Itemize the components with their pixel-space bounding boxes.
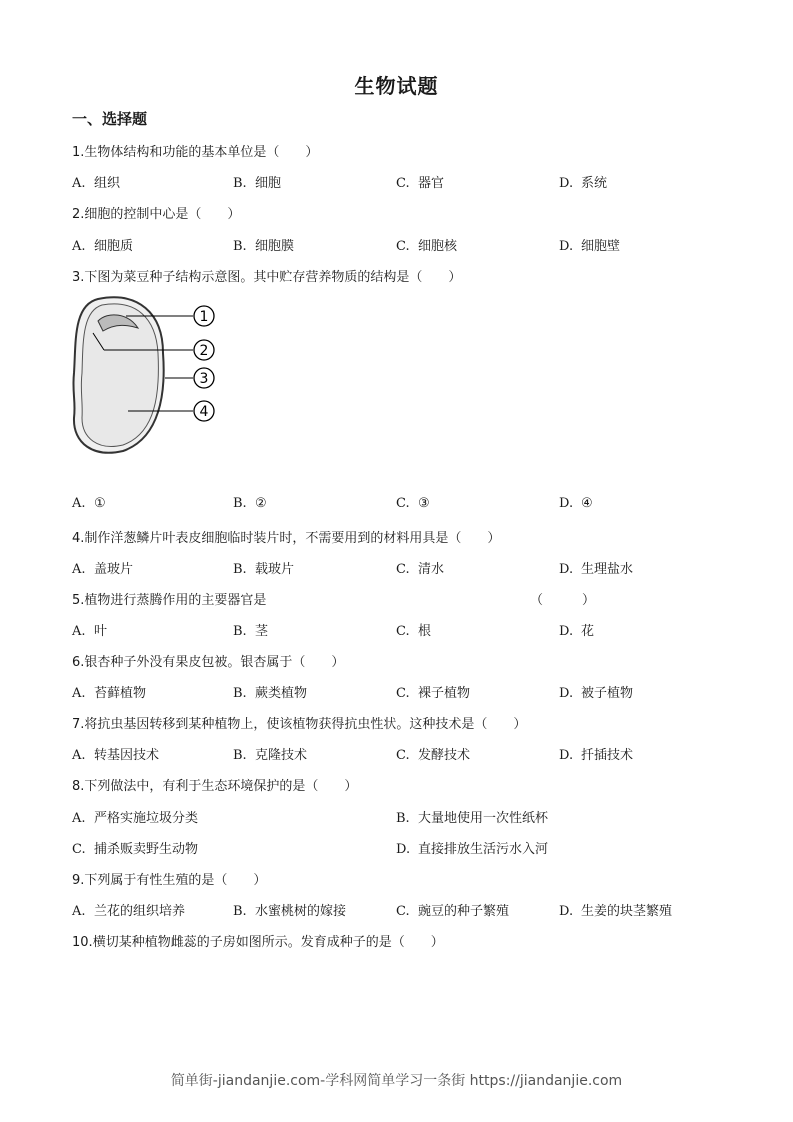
section-title: 一、选择题 [72, 110, 148, 128]
option-4a[interactable]: A. 盖玻片 [72, 562, 134, 577]
option-6a[interactable]: A. 苔藓植物 [72, 686, 147, 701]
option-1d[interactable]: D. 系统 [559, 176, 608, 191]
footer-watermark: 简单街-jiandanjie.com-学科网简单学习一条街 https://jiandanjie.com [170, 1073, 623, 1089]
option-8b[interactable]: B. 大量地使用一次性纸杯 [396, 811, 549, 826]
option-3b[interactable]: B. ② [233, 496, 267, 511]
option-6b[interactable]: B. 蕨类植物 [233, 686, 308, 701]
page-title: 生物试题 [354, 74, 439, 98]
option-7c[interactable]: C. 发酵技术 [396, 748, 471, 763]
question-text: 生物体结构和功能的基本单位是（ ） [84, 145, 319, 160]
question-text: 细胞的控制中心是（ ） [84, 207, 241, 222]
question-5: 5.植物进行蒸腾作用的主要器官是 [72, 593, 267, 608]
option-2b[interactable]: B. 细胞膜 [233, 239, 295, 254]
option-9c[interactable]: C. 豌豆的种子繁殖 [396, 904, 510, 919]
question-text: 银杏种子外没有果皮包被。银杏属于（ ） [84, 655, 345, 670]
option-2a[interactable]: A. 细胞质 [72, 239, 134, 254]
question-2: 2.细胞的控制中心是（ ） [72, 207, 241, 222]
question-10: 10.横切某种植物雌蕊的子房如图所示。发育成种子的是（ ） [72, 935, 444, 950]
question-text: 下列做法中，有利于生态环境保护的是（ ） [84, 779, 358, 794]
option-9b[interactable]: B. 水蜜桃树的嫁接 [233, 904, 347, 919]
option-7d[interactable]: D. 扦插技术 [559, 748, 634, 763]
question-text: 制作洋葱鳞片叶表皮细胞临时装片时，不需要用到的材料用具是（ ） [84, 531, 501, 546]
option-2d[interactable]: D. 细胞壁 [559, 239, 621, 254]
option-5d[interactable]: D. 花 [559, 624, 595, 639]
svg-text:4: 4 [199, 404, 209, 420]
answer-blank: （ ） [530, 593, 596, 608]
question-3: 3.下图为菜豆种子结构示意图。其中贮存营养物质的结构是（ ） [72, 270, 462, 285]
option-5b[interactable]: B. 茎 [233, 624, 269, 639]
option-5a[interactable]: A. 叶 [72, 624, 108, 639]
question-7: 7.将抗虫基因转移到某种植物上，使该植物获得抗虫性状。这种技术是（ ） [72, 717, 527, 732]
question-text: 横切某种植物雌蕊的子房如图所示。发育成种子的是（ ） [92, 935, 444, 950]
question-8: 8.下列做法中，有利于生态环境保护的是（ ） [72, 779, 358, 794]
option-8a[interactable]: A. 严格实施垃圾分类 [72, 811, 199, 826]
svg-text:1: 1 [199, 309, 209, 325]
option-5c[interactable]: C. 根 [396, 624, 432, 639]
option-7a[interactable]: A. 转基因技术 [72, 748, 160, 763]
option-6c[interactable]: C. 裸子植物 [396, 686, 471, 701]
option-2c[interactable]: C. 细胞核 [396, 239, 458, 254]
question-text: 将抗虫基因转移到某种植物上，使该植物获得抗虫性状。这种技术是（ ） [84, 717, 527, 732]
option-1a[interactable]: A. 组织 [72, 176, 121, 191]
option-9a[interactable]: A. 兰花的组织培养 [72, 904, 186, 919]
question-text: 下图为菜豆种子结构示意图。其中贮存营养物质的结构是（ ） [84, 270, 462, 285]
option-4c[interactable]: C. 清水 [396, 562, 445, 577]
option-8d[interactable]: D. 直接排放生活污水入河 [396, 842, 549, 857]
option-6d[interactable]: D. 被子植物 [559, 686, 634, 701]
option-9d[interactable]: D. 生姜的块茎繁殖 [559, 904, 673, 919]
option-4d[interactable]: D. 生理盐水 [559, 562, 634, 577]
option-8c[interactable]: C. 捕杀贩卖野生动物 [72, 842, 199, 857]
option-3a[interactable]: A. ① [72, 496, 106, 511]
svg-text:2: 2 [199, 343, 209, 359]
option-3d[interactable]: D. ④ [559, 496, 593, 511]
question-text: 下列属于有性生殖的是（ ） [84, 873, 267, 888]
option-7b[interactable]: B. 克隆技术 [233, 748, 308, 763]
option-4b[interactable]: B. 载玻片 [233, 562, 295, 577]
question-9: 9.下列属于有性生殖的是（ ） [72, 873, 267, 888]
option-1c[interactable]: C. 器官 [396, 176, 445, 191]
bean-seed-diagram [68, 293, 228, 458]
option-3c[interactable]: C. ③ [396, 496, 430, 511]
question-1: 1.生物体结构和功能的基本单位是（ ） [72, 145, 319, 160]
svg-text:3: 3 [199, 371, 209, 387]
question-6: 6.银杏种子外没有果皮包被。银杏属于（ ） [72, 655, 345, 670]
question-4: 4.制作洋葱鳞片叶表皮细胞临时装片时，不需要用到的材料用具是（ ） [72, 531, 501, 546]
question-text: 植物进行蒸腾作用的主要器官是 [84, 593, 267, 608]
option-1b[interactable]: B. 细胞 [233, 176, 282, 191]
